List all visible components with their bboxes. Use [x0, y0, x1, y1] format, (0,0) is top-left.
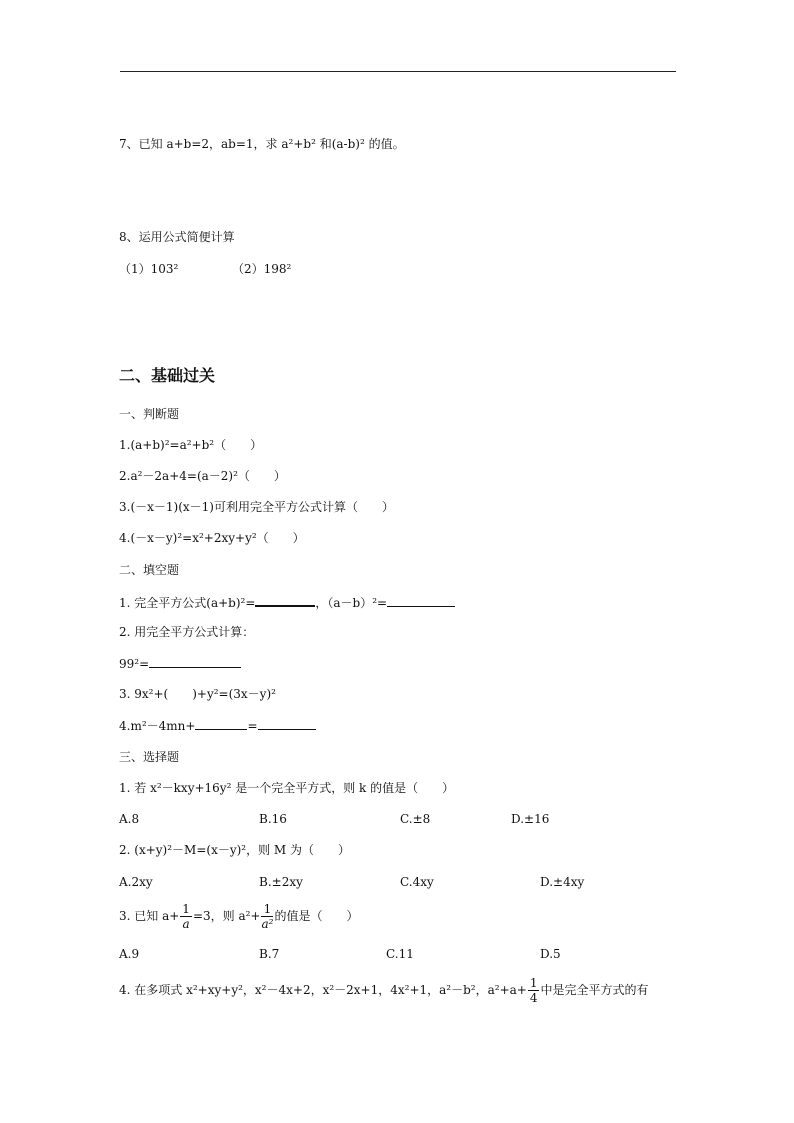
- fraction-1-over-a-squared: [261, 902, 273, 931]
- fill-item-3: 3. 9x²+( )+y²=(3x－y)²: [119, 687, 276, 701]
- choice-1-option-d[interactable]: D.±16: [511, 812, 550, 826]
- judge-item-1: 1.(a+b)²=a²+b²（ ）: [119, 438, 263, 452]
- choice-4-text-a: 4. 在多项式 x²+xy+y²，x²－4x+2，x²－2x+1，4x²+1，a²－b²，a²+a+: [119, 983, 527, 997]
- fill-item-4-text-a: 4.m²－4mn+: [119, 719, 196, 733]
- fraction-1-over-4: [528, 976, 540, 1005]
- fill-item-4: [119, 717, 316, 734]
- fraction-numerator: 1: [182, 902, 190, 916]
- choice-3-text-a: 3. 已知 a+: [119, 909, 180, 923]
- choice-2-option-d[interactable]: D.±4xy: [540, 875, 585, 889]
- choice-title: 三、选择题: [119, 750, 180, 764]
- fill-item-4-text-b: =: [247, 719, 258, 733]
- choice-3-option-c[interactable]: C.11: [386, 947, 414, 961]
- fraction-numerator: 1: [261, 902, 273, 917]
- question-8-title: 8、运用公式简便计算: [119, 230, 235, 244]
- fraction-denominator: a²: [261, 917, 274, 931]
- fraction-1-over-a: [180, 902, 192, 931]
- judge-title: 一、判断题: [119, 407, 180, 421]
- choice-2-option-c[interactable]: C.4xy: [400, 875, 434, 889]
- fraction-numerator: 1: [529, 976, 538, 990]
- fill-item-2: 2. 用完全平方公式计算：: [119, 625, 255, 639]
- fill-item-1-text-a: 1. 完全平方公式(a+b)²=: [119, 596, 256, 610]
- choice-question-2: 2. (x+y)²－M=(x－y)²，则 M 为（ ）: [119, 843, 351, 857]
- choice-3-option-d[interactable]: D.5: [540, 947, 561, 961]
- fill-blank-3[interactable]: [149, 655, 241, 668]
- fill-item-1-text-b: ，（a－b）²=: [315, 596, 388, 610]
- section-heading: 二、基础过关: [119, 366, 216, 385]
- choice-1-option-a[interactable]: A.8: [119, 812, 140, 826]
- fill-item-1: [119, 593, 455, 611]
- choice-2-option-a[interactable]: A.2xy: [119, 875, 153, 889]
- fill-blank-4[interactable]: [195, 717, 247, 730]
- fill-blank-5[interactable]: [258, 717, 316, 730]
- choice-question-4: [119, 972, 649, 1008]
- header-rule: [120, 71, 676, 72]
- fraction-denominator: a: [182, 917, 190, 931]
- question-7: 7、已知 a+b=2，ab=1，求 a²+b² 和(a-b)² 的值。: [119, 137, 405, 151]
- judge-item-3: 3.(－x－1)(x－1)可利用完全平方公式计算（ ）: [119, 500, 394, 514]
- choice-2-option-b[interactable]: B.±2xy: [259, 875, 303, 889]
- choice-3-option-a[interactable]: A.9: [119, 947, 140, 961]
- fill-blank-1[interactable]: [255, 593, 315, 607]
- choice-3-option-b[interactable]: B.7: [259, 947, 280, 961]
- judge-item-4: 4.(－x－y)²=x²+2xy+y²（ ）: [119, 531, 305, 545]
- fill-title: 二、填空题: [119, 563, 180, 577]
- choice-1-option-c[interactable]: C.±8: [400, 812, 431, 826]
- choice-question-1: 1. 若 x²－kxy+16y² 是一个完全平方式，则 k 的值是（ ）: [119, 781, 455, 795]
- choice-3-text-c: 的值是（ ）: [274, 909, 359, 923]
- fill-item-2-value: 99²=: [119, 657, 150, 671]
- choice-4-text-b: 中是完全平方式的有: [540, 983, 649, 997]
- question-8-part-2: （2）198²: [232, 262, 292, 276]
- fill-item-2-answer: [119, 655, 241, 672]
- question-8-part-1: （1）103²: [119, 262, 179, 276]
- fill-blank-2[interactable]: [387, 594, 455, 607]
- choice-3-text-b: =3，则 a²+: [192, 909, 261, 923]
- judge-item-2: 2.a²－2a+4=(a－2)²（ ）: [119, 469, 286, 483]
- choice-question-3: [119, 898, 358, 934]
- fraction-denominator: 4: [529, 991, 538, 1005]
- choice-1-option-b[interactable]: B.16: [259, 812, 287, 826]
